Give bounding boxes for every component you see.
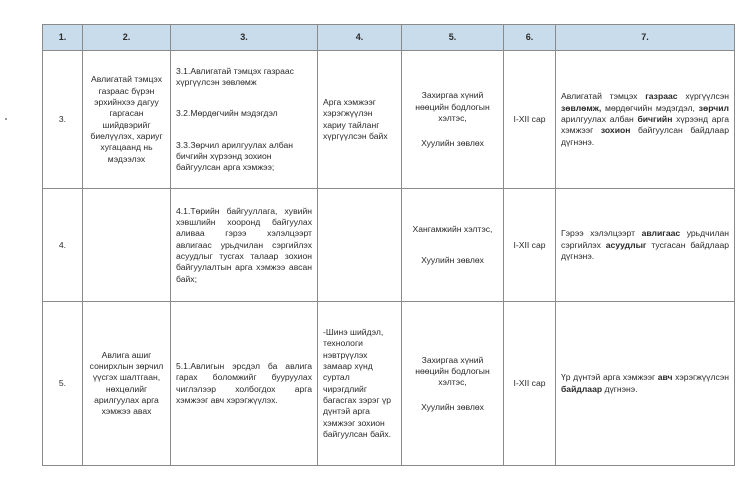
activity-item: 3.3.Зөрчил арилгуулах албан бичгийн хүрээнд зохион байгуулсан арга хэмжээ; — [176, 139, 294, 173]
eval-bold: байдлаар — [561, 383, 603, 394]
responsible-unit: Хуулийн зөвлөх — [421, 255, 484, 266]
eval-bold: зөвлөмж, — [561, 102, 602, 113]
responsible-unit: Захиргаа хүний нөөцийн бодлогын хэлтэс, — [415, 90, 490, 124]
table-row — [43, 189, 735, 302]
row-number: 3. — [43, 51, 83, 189]
eval-bold: газраас — [645, 91, 678, 102]
eval-text: мөрдөгчийн мэдэгдэл, — [601, 102, 699, 113]
row-number: 5. — [43, 302, 83, 466]
responsible-unit: Захиргаа хүний нөөцийн бодлогын хэлтэс, — [415, 354, 490, 388]
eval-text: хэрэгжүүлсэн — [672, 372, 729, 383]
responsible-cell — [402, 51, 504, 189]
responsible-cell — [402, 189, 504, 302]
timeline-cell: I-XII сар — [504, 189, 556, 302]
row-number: 4. — [43, 189, 83, 302]
responsible-unit: Хуулийн зөвлөх — [421, 401, 484, 412]
eval-text: арилгуулах албан — [561, 113, 638, 124]
eval-text: хүргүүлсэн — [677, 91, 729, 102]
header-col-7: 7. — [556, 25, 735, 51]
evaluation-cell — [556, 51, 735, 189]
eval-bold: авч — [657, 372, 673, 383]
margin-mark — [5, 118, 7, 120]
task-cell: Авлига ашиг сонирхлын зөрчил үүсгэх шалтгаан, нөхцөлийг арилгуулах арга хэмжээ авах — [83, 302, 171, 466]
eval-bold: асуудлыг — [605, 239, 647, 250]
header-col-5: 5. — [402, 25, 504, 51]
evaluation-cell — [556, 189, 735, 302]
responsible-cell — [402, 302, 504, 466]
eval-text: дүгнэнэ. — [602, 383, 638, 394]
activity-item: 3.2.Мөрдөгчийн мэдэгдэл — [176, 108, 278, 119]
task-cell — [83, 189, 171, 302]
table-row — [43, 302, 735, 466]
responsible-unit: Хуулийн зөвлөх — [421, 137, 484, 148]
table-row — [43, 51, 735, 189]
header-col-6: 6. — [504, 25, 556, 51]
result-cell: -Шинэ шийдэл, технологи нэвтрүүлэх замаар хүнд суртал чирэгдлийг багасгах зэрэг үр дүнтэй арга хэмжээг зохион байгуулсан байх. — [318, 302, 402, 466]
eval-text: тусгасан байдлаар дүгнэнэ. — [561, 239, 729, 262]
header-col-3: 3. — [171, 25, 318, 51]
table-header — [43, 25, 735, 51]
activity-item: 3.1.Авлигатай тэмцэх газраас хүргүүлсэн зөвлөмж — [176, 65, 294, 87]
action-plan-table — [42, 24, 735, 466]
eval-bold: бичгийн — [637, 113, 673, 124]
responsible-unit: Хангамжийн хэлтэс, — [412, 224, 493, 235]
header-row — [43, 25, 735, 51]
activity-cell: 4.1.Төрийн байгууллага, хувийн хэвшлийн хооронд байгуулах аливаа гэрээ хэлэлцээрт авлигаас урьдчилан сэргийлэх асуудлыг тусгах талаар зохион байгуулалтын арга хэмжээ авсан байх; — [171, 189, 318, 302]
activity-cell: 5.1.Авлигын эрсдэл ба авлига гарах боломжийг бууруулах чиглэлээр холбогдох арга хэмжээг авч хэрэгжүүлэх. — [171, 302, 318, 466]
activity-cell — [171, 51, 318, 189]
eval-text: Үр дүнтэй арга хэмжээг — [561, 372, 658, 383]
task-cell: Авлигатай тэмцэх газраас бүрэн эрхийнхээ дагуу гаргасан шийдвэрийг биелүүлэх, хариуг хугацаанд нь мэдээлэх — [83, 51, 171, 189]
eval-text: Авлигатай тэмцэх — [561, 91, 646, 102]
evaluation-cell — [556, 302, 735, 466]
eval-text: байгуулсан байдлаар дүгнэнэ. — [561, 125, 729, 147]
eval-bold: авлигаас — [641, 228, 681, 239]
header-col-4: 4. — [318, 25, 402, 51]
eval-bold: зохион — [600, 125, 631, 136]
timeline-cell: I-XII сар — [504, 302, 556, 466]
result-cell: Арга хэмжээг хэрэгжүүлэн хариу тайланг хүргүүлсэн байх — [318, 51, 402, 189]
result-cell — [318, 189, 402, 302]
eval-text: Гэрээ хэлэлцээрт — [561, 228, 642, 239]
eval-bold: зөрчил — [698, 102, 729, 113]
eval-text: хүрээнд арга хэмжээг — [561, 113, 729, 136]
header-col-1: 1. — [43, 25, 83, 51]
timeline-cell: I-XII сар — [504, 51, 556, 189]
eval-text: урьдчилан сэргийлэх — [561, 228, 729, 250]
header-col-2: 2. — [83, 25, 171, 51]
